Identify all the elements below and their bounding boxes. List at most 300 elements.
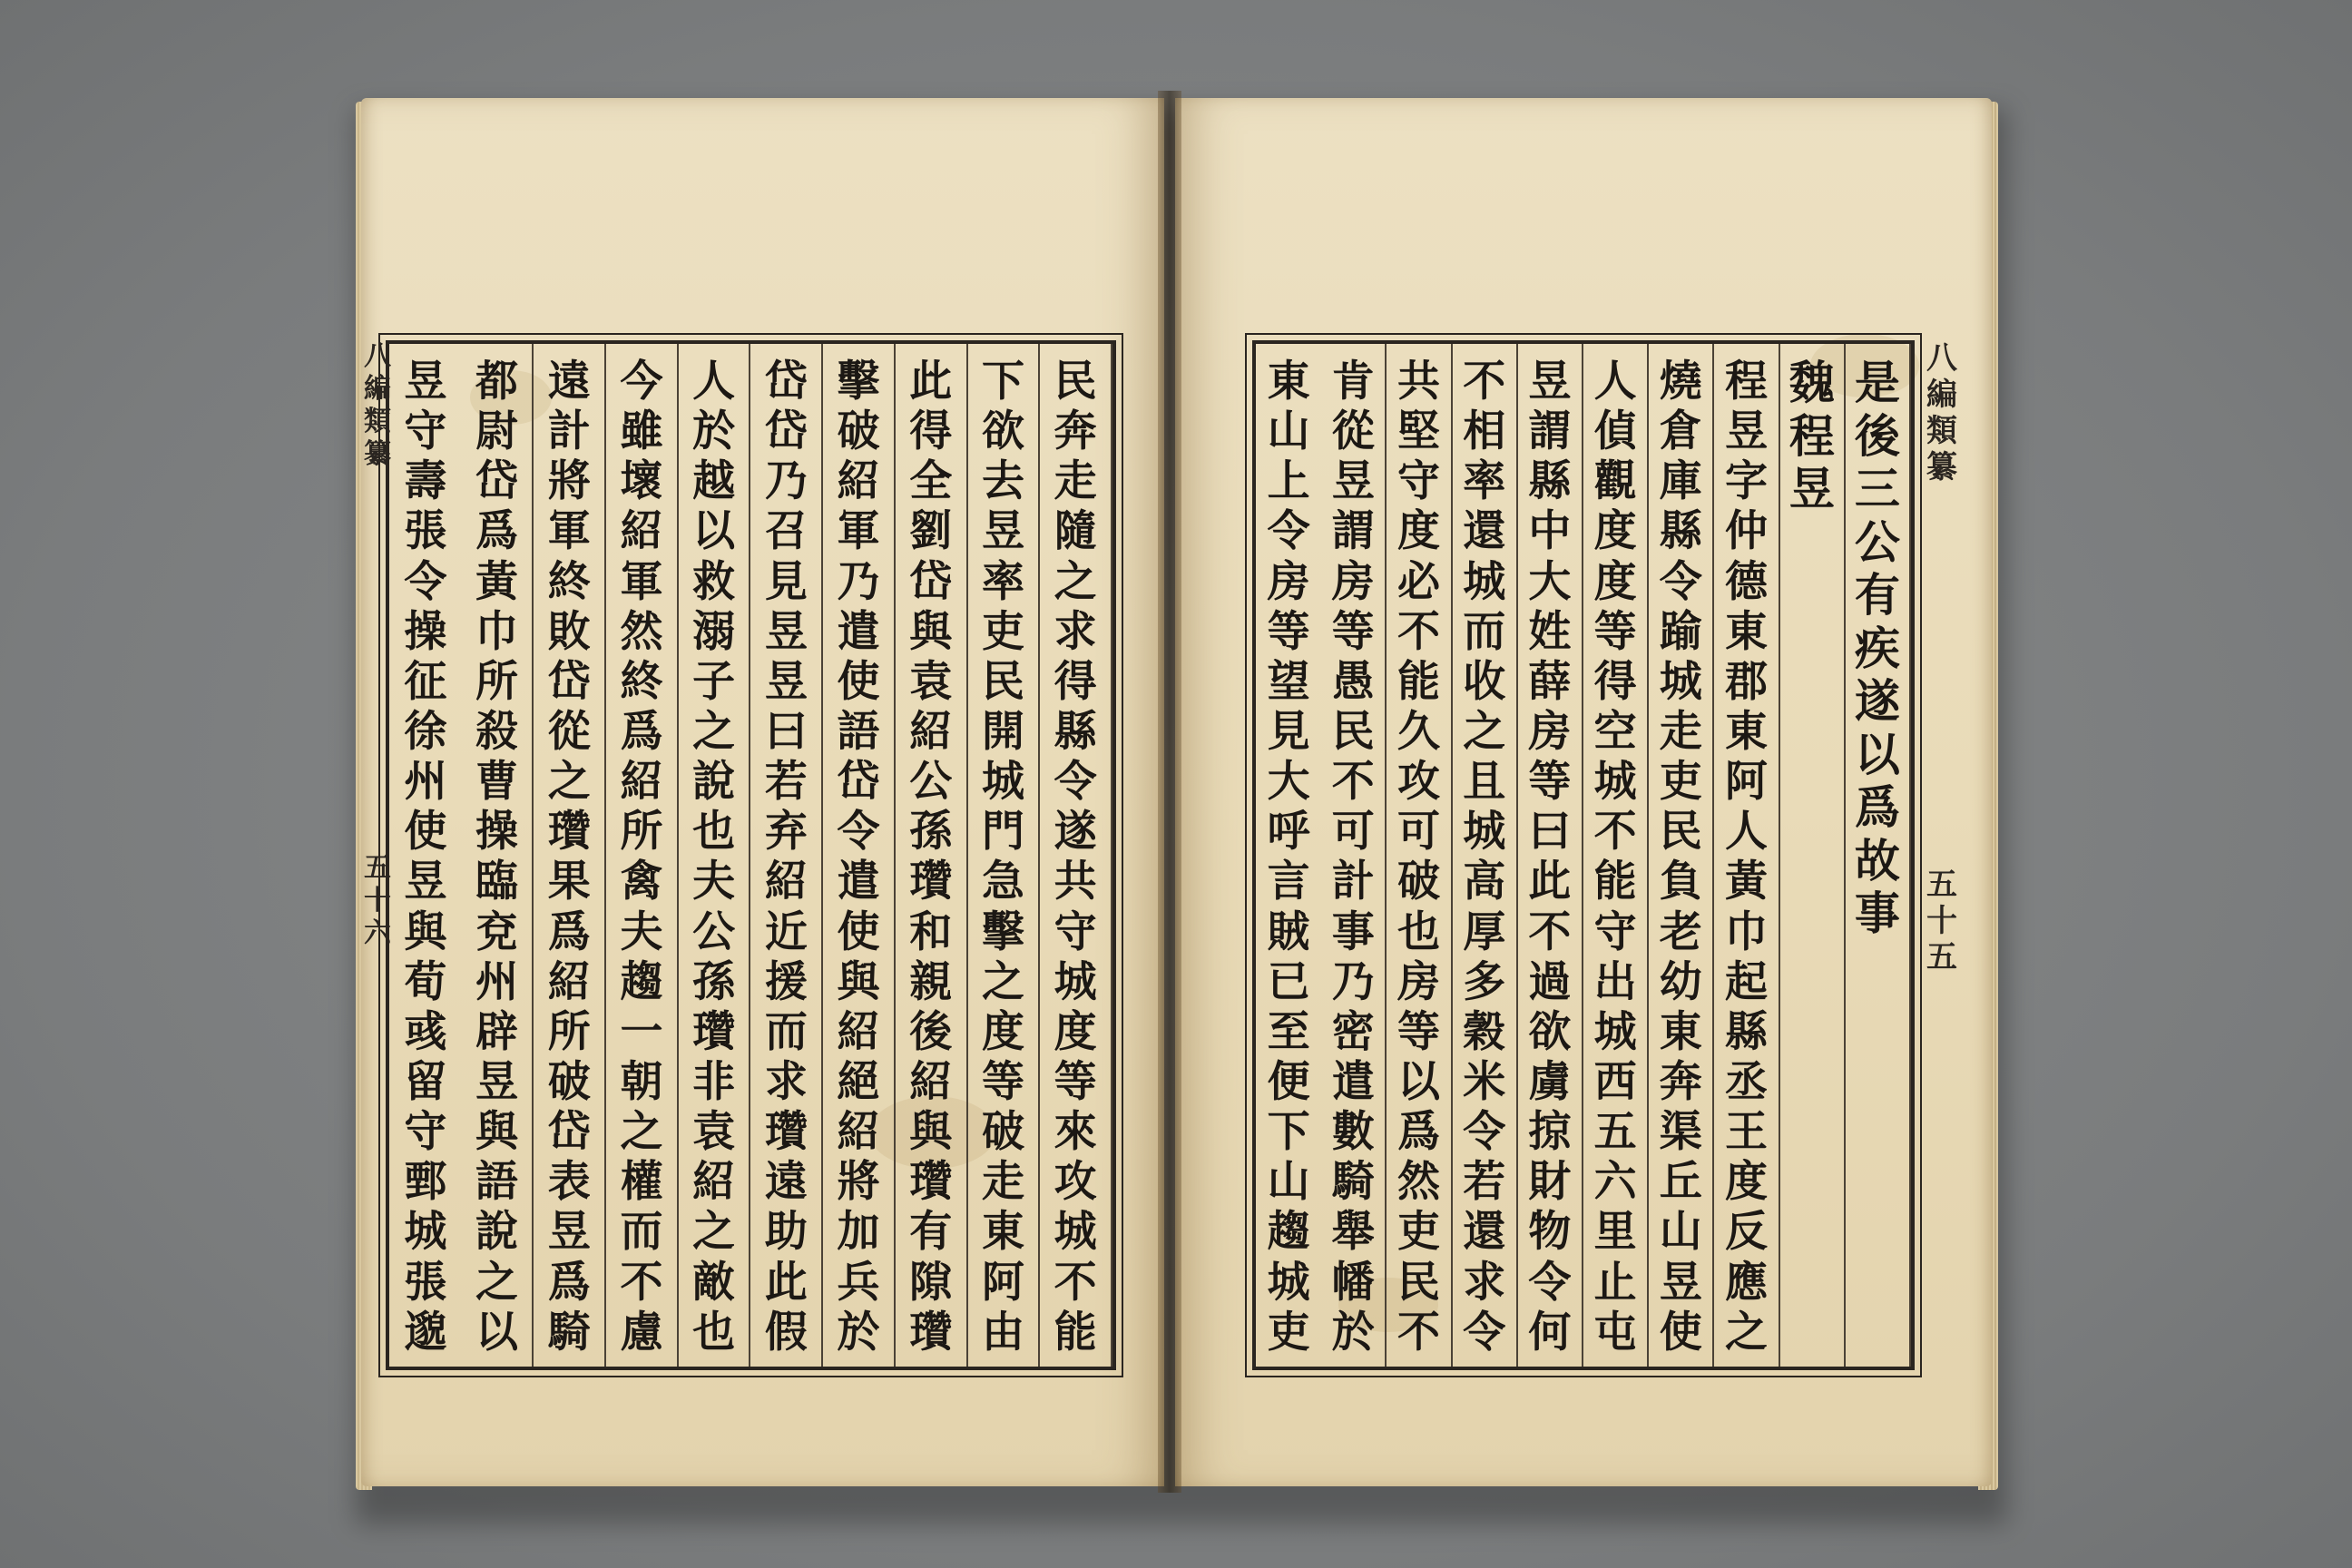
- glyph: 巾: [475, 606, 519, 657]
- glyph: 袁: [909, 656, 953, 707]
- glyph: 將: [837, 1157, 880, 1208]
- glyph: 孫: [692, 956, 736, 1007]
- glyph: 吏: [1396, 1207, 1440, 1258]
- glyph: 留: [404, 1056, 447, 1107]
- glyph: 不: [1396, 1307, 1440, 1357]
- glyph: 岱: [547, 656, 591, 707]
- glyph: 令: [837, 807, 880, 858]
- glyph: 黃: [1724, 857, 1768, 907]
- glyph: 昱: [1331, 456, 1375, 507]
- glyph: 房: [1331, 556, 1375, 607]
- glyph: 倉: [1659, 407, 1702, 457]
- glyph: 弃: [764, 807, 808, 858]
- glyph: 終: [620, 656, 663, 707]
- text-column: [534, 344, 606, 1367]
- glyph: 夫: [692, 857, 736, 907]
- glyph: 也: [692, 807, 736, 858]
- glyph: 岱: [475, 456, 519, 507]
- glyph: 厚: [1463, 906, 1506, 957]
- glyph: 紹: [547, 956, 591, 1007]
- glyph: 還: [1463, 1207, 1506, 1258]
- text-column: [823, 344, 896, 1367]
- glyph: 由: [981, 1307, 1024, 1357]
- glyph: 且: [1463, 757, 1506, 808]
- glyph: 財: [1528, 1157, 1572, 1208]
- glyph: 操: [475, 807, 519, 858]
- glyph: 開: [981, 706, 1024, 757]
- glyph: 所: [547, 1006, 591, 1057]
- glyph: 從: [547, 706, 591, 757]
- margin-glyph: 五: [1926, 867, 1957, 903]
- glyph: 令: [1267, 506, 1310, 557]
- glyph: 從: [1331, 407, 1375, 457]
- glyph: 爲: [547, 906, 591, 957]
- glyph: 一: [620, 1006, 663, 1057]
- glyph: 乃: [764, 456, 808, 507]
- glyph: 守: [1054, 906, 1097, 957]
- glyph: 吏: [1267, 1307, 1310, 1357]
- glyph: 庫: [1659, 456, 1702, 507]
- left-text-frame: [386, 340, 1116, 1370]
- glyph: 王: [1724, 1107, 1768, 1158]
- glyph: 令: [1054, 757, 1097, 808]
- glyph: 不: [1593, 807, 1637, 858]
- glyph: 渠: [1659, 1107, 1702, 1158]
- glyph: 紹: [764, 857, 808, 907]
- glyph: 兗: [475, 906, 519, 957]
- glyph: 攻: [1054, 1157, 1097, 1208]
- glyph: 可: [1331, 807, 1375, 858]
- folio-number: [1926, 867, 1957, 975]
- glyph: 岱: [764, 407, 808, 457]
- glyph: 計: [1331, 857, 1375, 907]
- glyph: 房: [1267, 556, 1310, 607]
- glyph: 與: [475, 1107, 519, 1158]
- glyph: 壽: [404, 456, 447, 507]
- glyph: 度: [1396, 506, 1440, 557]
- glyph: 所: [620, 807, 663, 858]
- glyph: 守: [404, 1107, 447, 1158]
- glyph: 能: [1593, 857, 1637, 907]
- text-column: [896, 344, 968, 1367]
- glyph: 曰: [1528, 807, 1572, 858]
- glyph: 與: [404, 906, 447, 957]
- glyph: 非: [692, 1056, 736, 1107]
- glyph: 故: [1854, 833, 1900, 887]
- glyph: 瓚: [547, 807, 591, 858]
- glyph: 城: [1463, 556, 1506, 607]
- glyph: 之: [620, 1107, 663, 1158]
- right-text-frame: [1252, 340, 1915, 1370]
- margin-glyph: 八: [364, 340, 391, 372]
- glyph: 房: [1528, 706, 1572, 757]
- glyph: 事: [1854, 887, 1900, 940]
- glyph: 近: [764, 906, 808, 957]
- glyph: 守: [1593, 906, 1637, 957]
- glyph: 昱: [404, 357, 447, 407]
- glyph: 子: [692, 656, 736, 707]
- margin-glyph: 五: [1926, 939, 1957, 975]
- glyph: 令: [1659, 556, 1702, 607]
- glyph: 遠: [547, 357, 591, 407]
- right-margin-title: [1924, 340, 1960, 1370]
- glyph: 止: [1593, 1257, 1637, 1308]
- glyph: 殺: [475, 706, 519, 757]
- glyph: 慮: [620, 1307, 663, 1357]
- glyph: 必: [1396, 556, 1440, 607]
- glyph: 袁: [692, 1107, 736, 1158]
- glyph: 而: [1463, 606, 1506, 657]
- glyph: 有: [1854, 568, 1900, 622]
- glyph: 鄄: [404, 1157, 447, 1208]
- glyph: 可: [1396, 807, 1440, 858]
- glyph: 吏: [981, 606, 1024, 657]
- glyph: 還: [1463, 506, 1506, 557]
- glyph: 破: [981, 1107, 1024, 1158]
- glyph: 求: [764, 1056, 808, 1107]
- glyph: 率: [981, 556, 1024, 607]
- glyph: 計: [547, 407, 591, 457]
- glyph: 瓚: [909, 1307, 953, 1357]
- glyph: 終: [547, 556, 591, 607]
- glyph: 破: [547, 1056, 591, 1107]
- glyph: 擊: [981, 906, 1024, 957]
- glyph: 阿: [981, 1257, 1024, 1308]
- glyph: 東: [1724, 606, 1768, 657]
- glyph: 紹: [620, 757, 663, 808]
- glyph: 爲: [547, 1257, 591, 1308]
- text-column: [1714, 344, 1779, 1367]
- glyph: 幼: [1659, 956, 1702, 1007]
- glyph: 大: [1267, 757, 1310, 808]
- glyph: 薛: [1528, 656, 1572, 707]
- glyph: 擊: [837, 357, 880, 407]
- glyph: 之: [692, 1207, 736, 1258]
- glyph: 踰: [1659, 606, 1702, 657]
- glyph: 城: [1463, 807, 1506, 858]
- glyph: 孫: [909, 807, 953, 858]
- glyph: 縣: [1528, 456, 1572, 507]
- text-column: [462, 344, 534, 1367]
- glyph: 此: [764, 1257, 808, 1308]
- glyph: 走: [981, 1157, 1024, 1208]
- glyph: 程: [1788, 408, 1835, 463]
- glyph: 趨: [620, 956, 663, 1007]
- glyph: 瓚: [764, 1107, 808, 1158]
- glyph: 昱: [1788, 462, 1835, 515]
- glyph: 等: [1593, 606, 1637, 657]
- glyph: 城: [1054, 956, 1097, 1007]
- glyph: 紹: [909, 706, 953, 757]
- glyph: 多: [1463, 956, 1506, 1007]
- glyph: 紹: [692, 1157, 736, 1208]
- glyph: 昱: [404, 857, 447, 907]
- glyph: 得: [1054, 656, 1097, 707]
- glyph: 度: [1054, 1006, 1097, 1057]
- text-column: [751, 344, 824, 1367]
- glyph: 丞: [1724, 1056, 1768, 1107]
- glyph: 張: [404, 506, 447, 557]
- glyph: 紹: [837, 1006, 880, 1057]
- glyph: 之: [475, 1257, 519, 1308]
- glyph: 等: [1528, 757, 1572, 808]
- glyph: 爲: [475, 506, 519, 557]
- margin-glyph: 八: [1926, 340, 1957, 377]
- glyph: 去: [981, 456, 1024, 507]
- glyph: 姓: [1528, 606, 1572, 657]
- glyph: 德: [1724, 556, 1768, 607]
- glyph: 望: [1267, 656, 1310, 707]
- text-column: [968, 344, 1041, 1367]
- glyph: 米: [1463, 1056, 1506, 1107]
- glyph: 肯: [1331, 357, 1375, 407]
- glyph: 騎: [1331, 1157, 1375, 1208]
- glyph: 六: [1593, 1157, 1637, 1208]
- glyph: 瓚: [909, 857, 953, 907]
- glyph: 謂: [1331, 506, 1375, 557]
- glyph: 不: [1054, 1257, 1097, 1308]
- glyph: 遣: [837, 857, 880, 907]
- glyph: 舉: [1331, 1207, 1375, 1258]
- glyph: 走: [1054, 456, 1097, 507]
- glyph: 屯: [1593, 1307, 1637, 1357]
- glyph: 昱: [475, 1056, 519, 1107]
- glyph: 縣: [1659, 506, 1702, 557]
- glyph: 呼: [1267, 807, 1310, 858]
- glyph: 城: [1593, 757, 1637, 808]
- glyph: 攻: [1396, 757, 1440, 808]
- glyph: 乃: [1331, 956, 1375, 1007]
- glyph: 不: [1331, 757, 1375, 808]
- glyph: 加: [837, 1207, 880, 1258]
- glyph: 民: [1396, 1257, 1440, 1308]
- margin-glyph: 纂: [364, 438, 391, 470]
- book-gutter: [1158, 91, 1181, 1493]
- glyph: 堅: [1396, 407, 1440, 457]
- glyph: 徐: [404, 706, 447, 757]
- glyph: 率: [1463, 456, 1506, 507]
- glyph: 彧: [404, 1006, 447, 1057]
- glyph: 數: [1331, 1107, 1375, 1158]
- glyph: 便: [1267, 1056, 1310, 1107]
- glyph: 燒: [1659, 357, 1702, 407]
- glyph: 以: [1854, 727, 1900, 781]
- glyph: 過: [1528, 956, 1572, 1007]
- glyph: 之: [1463, 706, 1506, 757]
- glyph: 說: [475, 1207, 519, 1258]
- glyph: 老: [1659, 906, 1702, 957]
- glyph: 之: [1054, 556, 1097, 607]
- glyph: 能: [1054, 1307, 1097, 1357]
- glyph: 穀: [1463, 1006, 1506, 1057]
- text-column: [1583, 344, 1649, 1367]
- glyph: 遂: [1054, 807, 1097, 858]
- glyph: 昱: [1528, 357, 1572, 407]
- glyph: 程: [1724, 357, 1768, 407]
- glyph: 操: [404, 606, 447, 657]
- glyph: 於: [837, 1307, 880, 1357]
- glyph: 不: [1528, 906, 1572, 957]
- margin-glyph: 類: [364, 406, 391, 437]
- glyph: 隨: [1054, 506, 1097, 557]
- glyph: 破: [1396, 857, 1440, 907]
- glyph: 若: [1463, 1157, 1506, 1208]
- glyph: 里: [1593, 1207, 1637, 1258]
- glyph: 張: [404, 1257, 447, 1308]
- glyph: 若: [764, 757, 808, 808]
- glyph: 使: [837, 906, 880, 957]
- glyph: 也: [1396, 906, 1440, 957]
- glyph: 度: [981, 1006, 1024, 1057]
- glyph: 之: [547, 757, 591, 808]
- glyph: 征: [404, 656, 447, 707]
- glyph: 門: [981, 807, 1024, 858]
- text-column: [1518, 344, 1583, 1367]
- glyph: 東: [981, 1207, 1024, 1258]
- glyph: 假: [764, 1307, 808, 1357]
- glyph: 魏: [1788, 356, 1835, 409]
- glyph: 巾: [1724, 906, 1768, 957]
- text-column: [1453, 344, 1518, 1367]
- glyph: 辟: [475, 1006, 519, 1057]
- glyph: 果: [547, 857, 591, 907]
- glyph: 表: [547, 1157, 591, 1208]
- glyph: 此: [1528, 857, 1572, 907]
- glyph: 等: [1331, 606, 1375, 657]
- glyph: 語: [837, 706, 880, 757]
- glyph: 朝: [620, 1056, 663, 1107]
- glyph: 使: [1659, 1307, 1702, 1357]
- glyph: 遂: [1854, 674, 1900, 728]
- glyph: 上: [1267, 456, 1310, 507]
- glyph: 密: [1331, 1006, 1375, 1057]
- glyph: 求: [1054, 606, 1097, 657]
- glyph: 反: [1724, 1207, 1768, 1258]
- glyph: 軍: [620, 556, 663, 607]
- glyph: 人: [1593, 357, 1637, 407]
- glyph: 爲: [620, 706, 663, 757]
- glyph: 見: [764, 556, 808, 607]
- glyph: 東: [1267, 357, 1310, 407]
- glyph: 等: [1054, 1056, 1097, 1107]
- glyph: 言: [1267, 857, 1310, 907]
- text-column: [679, 344, 751, 1367]
- glyph: 中: [1528, 506, 1572, 557]
- glyph: 救: [692, 556, 736, 607]
- glyph: 不: [620, 1257, 663, 1308]
- glyph: 得: [909, 407, 953, 457]
- glyph: 負: [1659, 857, 1702, 907]
- glyph: 公: [1854, 514, 1900, 569]
- glyph: 黃: [475, 556, 519, 607]
- glyph: 仲: [1724, 506, 1768, 557]
- glyph: 五: [1593, 1107, 1637, 1158]
- glyph: 城: [404, 1207, 447, 1258]
- glyph: 瓚: [909, 1157, 953, 1208]
- glyph: 城: [1054, 1207, 1097, 1258]
- glyph: 出: [1593, 956, 1637, 1007]
- glyph: 久: [1396, 706, 1440, 757]
- glyph: 之: [981, 956, 1024, 1007]
- glyph: 召: [764, 506, 808, 557]
- glyph: 絕: [837, 1056, 880, 1107]
- glyph: 三: [1854, 462, 1900, 515]
- glyph: 至: [1267, 1006, 1310, 1057]
- glyph: 起: [1724, 956, 1768, 1007]
- glyph: 度: [1593, 506, 1637, 557]
- glyph: 岱: [837, 757, 880, 808]
- glyph: 臨: [475, 857, 519, 907]
- glyph: 然: [620, 606, 663, 657]
- glyph: 賊: [1267, 906, 1310, 957]
- glyph: 所: [475, 656, 519, 707]
- glyph: 共: [1054, 857, 1097, 907]
- glyph: 都: [475, 357, 519, 407]
- glyph: 奔: [1659, 1056, 1702, 1107]
- text-column: [606, 344, 679, 1367]
- glyph: 以: [1396, 1056, 1440, 1107]
- glyph: 說: [692, 757, 736, 808]
- margin-glyph: 十: [1926, 903, 1957, 939]
- glyph: 此: [909, 357, 953, 407]
- glyph: 空: [1593, 706, 1637, 757]
- glyph: 奔: [1054, 407, 1097, 457]
- glyph: 謂: [1528, 407, 1572, 457]
- glyph: 夫: [620, 906, 663, 957]
- glyph: 也: [692, 1307, 736, 1357]
- text-column: [1040, 344, 1112, 1367]
- glyph: 疾: [1854, 621, 1900, 675]
- margin-title-text: [1926, 340, 1957, 485]
- glyph: 城: [981, 757, 1024, 808]
- glyph: 於: [692, 407, 736, 457]
- margin-glyph: 纂: [1926, 449, 1957, 485]
- glyph: 昱: [981, 506, 1024, 557]
- margin-glyph: 五: [364, 852, 391, 884]
- glyph: 昱: [1724, 407, 1768, 457]
- glyph: 於: [1331, 1307, 1375, 1357]
- glyph: 郡: [1724, 656, 1768, 707]
- glyph: 欲: [1528, 1006, 1572, 1057]
- glyph: 有: [909, 1207, 953, 1258]
- glyph: 何: [1528, 1307, 1572, 1357]
- margin-glyph: 編: [364, 373, 391, 405]
- glyph: 之: [1724, 1307, 1768, 1357]
- glyph: 愚: [1331, 656, 1375, 707]
- glyph: 權: [620, 1157, 663, 1208]
- glyph: 使: [404, 807, 447, 858]
- glyph: 州: [404, 757, 447, 808]
- glyph: 民: [1054, 357, 1097, 407]
- glyph: 丘: [1659, 1157, 1702, 1208]
- glyph: 紹: [837, 456, 880, 507]
- glyph: 禽: [620, 857, 663, 907]
- glyph: 軍: [837, 506, 880, 557]
- glyph: 親: [909, 956, 953, 1007]
- glyph: 劉: [909, 506, 953, 557]
- glyph: 等: [981, 1056, 1024, 1107]
- glyph: 山: [1659, 1207, 1702, 1258]
- glyph: 援: [764, 956, 808, 1007]
- glyph: 城: [1267, 1257, 1310, 1308]
- glyph: 越: [692, 456, 736, 507]
- glyph: 人: [692, 357, 736, 407]
- glyph: 阿: [1724, 757, 1768, 808]
- glyph: 騎: [547, 1307, 591, 1357]
- glyph: 敗: [547, 606, 591, 657]
- glyph: 邈: [404, 1307, 447, 1357]
- glyph: 等: [1396, 1006, 1440, 1057]
